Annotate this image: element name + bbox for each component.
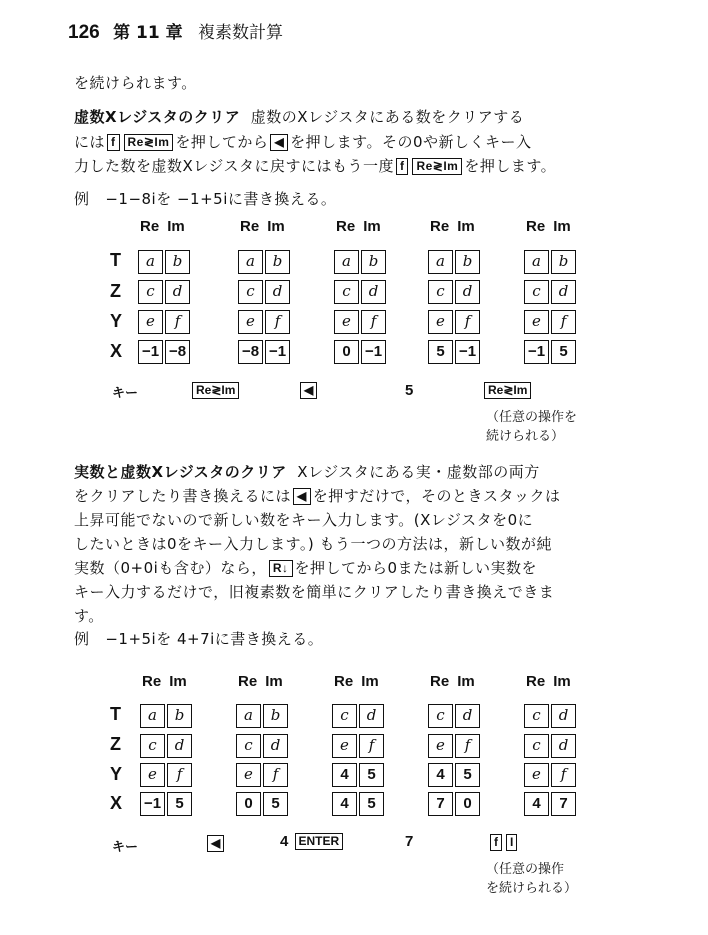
register-cell: b [165, 250, 190, 274]
column-header [140, 218, 185, 235]
digit: 4 [280, 833, 289, 850]
register-cell: f [455, 310, 480, 334]
register-cell: −1 [138, 340, 163, 364]
register-cell: 4 [332, 763, 357, 787]
register-cell: −1 [455, 340, 480, 364]
col-im-label: Im [265, 673, 283, 690]
ex1-step1 [190, 380, 241, 399]
text: を押してから0または新しい実数を [294, 559, 538, 577]
register-cell: 5 [263, 792, 288, 816]
row-label-z: Z [110, 281, 121, 301]
register-cell: d [551, 280, 576, 304]
register-cell: 4 [524, 792, 549, 816]
register-cell: b [551, 250, 576, 274]
re-im-key: Re≷Im [412, 158, 462, 175]
col-re-label: Re [430, 673, 450, 690]
row-label-z: Z [110, 734, 121, 754]
column-header [334, 673, 379, 690]
back-arrow-key: ◀ [207, 835, 224, 852]
column-header [336, 218, 381, 235]
register-cell: f [551, 763, 576, 787]
f-key: f [396, 158, 409, 175]
roll-down-key: R↓ [269, 560, 293, 577]
register-cell: c [524, 280, 549, 304]
register-cell: a [140, 704, 165, 728]
register-cell: 5 [167, 792, 192, 816]
register-cell: 7 [551, 792, 576, 816]
register-cell: d [455, 704, 480, 728]
register-cell: f [167, 763, 192, 787]
register-cell: 5 [551, 340, 576, 364]
register-cell: d [551, 734, 576, 758]
note-line: （任意の操作 [486, 862, 565, 877]
register-cell: c [332, 704, 357, 728]
register-cell: e [238, 310, 263, 334]
text: 力した数を虚数Xレジスタに戻すにはもう一度 [74, 157, 394, 175]
register-cell: c [238, 280, 263, 304]
section2-line7: す。 [74, 607, 104, 625]
example2-title [74, 628, 323, 649]
col-im-label: Im [361, 673, 379, 690]
register-cell: 5 [359, 763, 384, 787]
row-label-x: X [110, 793, 123, 813]
register-cell: d [263, 734, 288, 758]
re-im-key: Re≷Im [484, 382, 531, 399]
text: を押します。 [464, 157, 557, 175]
row-label-t: T [110, 250, 121, 270]
register-cell: a [138, 250, 163, 274]
register-cell: −8 [238, 340, 263, 364]
ex2-step4 [488, 832, 519, 851]
register-cell: e [236, 763, 261, 787]
enter-key: ENTER [295, 833, 344, 850]
text: には [74, 133, 106, 151]
ex1-step4 [482, 380, 533, 399]
back-arrow-key: ◀ [293, 488, 311, 505]
register-cell: f [455, 734, 480, 758]
register-cell: c [138, 280, 163, 304]
register-cell: c [140, 734, 165, 758]
ex2-step1 [205, 833, 226, 852]
section2-line2 [74, 485, 560, 506]
col-re-label: Re [526, 218, 546, 235]
col-im-label: Im [167, 218, 185, 235]
register-cell: f [265, 310, 290, 334]
row-label-x: X [110, 341, 123, 361]
note-line: （任意の操作を [486, 410, 578, 425]
register-cell: b [167, 704, 192, 728]
text: を押してから [175, 133, 269, 151]
register-cell: a [428, 250, 453, 274]
register-cell: d [361, 280, 386, 304]
ex1-step3: 5 [405, 382, 414, 399]
register-cell: d [167, 734, 192, 758]
page-number: 126 [68, 22, 100, 43]
register-cell: 5 [428, 340, 453, 364]
register-cell: f [361, 310, 386, 334]
re-im-key: Re≷Im [124, 134, 174, 151]
section1-text: 虚数のXレジスタにある数をクリアする [250, 108, 525, 126]
register-cell: c [524, 704, 549, 728]
register-cell: c [334, 280, 359, 304]
section2-text: Xレジスタにある実・虚数部の両方 [297, 463, 540, 481]
col-im-label: Im [457, 673, 475, 690]
section2-line4: したいときは0をキー入力します。) もう一つの方法は，新しい数が純 [74, 535, 552, 553]
key-label: キー [112, 839, 139, 854]
register-cell: −8 [165, 340, 190, 364]
register-cell: −1 [361, 340, 386, 364]
text: 実数（0+0iも含む）なら， [74, 559, 267, 577]
register-cell: −1 [140, 792, 165, 816]
register-cell: b [263, 704, 288, 728]
register-cell: 4 [332, 792, 357, 816]
register-cell: e [428, 734, 453, 758]
register-cell: 5 [455, 763, 480, 787]
register-cell: e [138, 310, 163, 334]
register-cell: d [265, 280, 290, 304]
row-label-y: Y [110, 311, 123, 331]
col-im-label: Im [457, 218, 475, 235]
col-re-label: Re [240, 218, 260, 235]
section1-heading: 虚数Xレジスタのクリア [74, 108, 241, 126]
register-cell: b [361, 250, 386, 274]
key-label: キー [112, 385, 139, 400]
register-cell: b [265, 250, 290, 274]
col-im-label: Im [363, 218, 381, 235]
register-cell: 4 [428, 763, 453, 787]
register-cell: e [332, 734, 357, 758]
register-cell: −1 [265, 340, 290, 364]
register-cell: d [359, 704, 384, 728]
register-cell: c [236, 734, 261, 758]
col-im-label: Im [553, 673, 571, 690]
section1-line1 [74, 106, 524, 127]
text: をクリアしたり書き換えるには [74, 487, 292, 505]
example-label: 例 [74, 630, 90, 648]
f-key: f [490, 834, 502, 851]
col-im-label: Im [267, 218, 285, 235]
section2-line3: 上昇可能でないので新しい数をキー入力します。(Xレジスタを0に [74, 511, 534, 529]
re-im-key: Re≷Im [192, 382, 239, 399]
i-key: I [506, 834, 517, 851]
register-cell: a [238, 250, 263, 274]
chapter-title: 複素数計算 [198, 23, 284, 43]
note-line: を続けられる） [486, 881, 578, 896]
paragraph-continuation: を続けられます。 [74, 74, 197, 92]
back-arrow-key: ◀ [300, 382, 317, 399]
col-re-label: Re [334, 673, 354, 690]
column-header [526, 218, 571, 235]
register-cell: f [359, 734, 384, 758]
col-im-label: Im [169, 673, 187, 690]
register-cell: b [455, 250, 480, 274]
note-line: 続けられる） [486, 429, 565, 444]
register-cell: 5 [359, 792, 384, 816]
register-cell: 0 [334, 340, 359, 364]
col-re-label: Re [142, 673, 162, 690]
row-label-y: Y [110, 764, 123, 784]
section2-heading: 実数と虚数Xレジスタのクリア [74, 463, 287, 481]
col-re-label: Re [336, 218, 356, 235]
example-text: −1−8iを −1+5iに書き換える。 [105, 190, 337, 208]
register-cell: e [334, 310, 359, 334]
column-header [240, 218, 285, 235]
register-cell: e [140, 763, 165, 787]
register-cell: d [551, 704, 576, 728]
example-text: −1+5iを 4+7iに書き換える。 [105, 630, 324, 648]
section2-line1 [74, 461, 540, 482]
register-cell: −1 [524, 340, 549, 364]
section1-line3 [74, 155, 556, 176]
text: を押すだけで，そのときスタックは [312, 487, 561, 505]
back-arrow-key: ◀ [270, 134, 288, 151]
ex2-step2 [280, 833, 345, 850]
col-im-label: Im [553, 218, 571, 235]
register-cell: e [524, 310, 549, 334]
register-cell: c [428, 280, 453, 304]
register-cell: f [551, 310, 576, 334]
section1-line2 [74, 131, 532, 152]
example-label: 例 [74, 190, 90, 208]
column-header [430, 218, 475, 235]
example1-title [74, 188, 336, 209]
register-cell: d [455, 280, 480, 304]
ex2-step3: 7 [405, 833, 414, 850]
column-header [526, 673, 571, 690]
column-header [430, 673, 475, 690]
page-header [68, 18, 283, 44]
register-cell: 0 [455, 792, 480, 816]
register-cell: e [524, 763, 549, 787]
ex1-step2 [298, 380, 319, 399]
register-cell: d [165, 280, 190, 304]
register-cell: 7 [428, 792, 453, 816]
f-key: f [107, 134, 120, 151]
register-cell: a [334, 250, 359, 274]
column-header [238, 673, 283, 690]
ex1-note [486, 408, 577, 446]
text: を押します。その0や新しくキー入 [290, 133, 532, 151]
column-header [142, 673, 187, 690]
register-cell: f [165, 310, 190, 334]
ex2-note [486, 860, 577, 898]
col-re-label: Re [526, 673, 546, 690]
register-cell: c [428, 704, 453, 728]
register-cell: f [263, 763, 288, 787]
row-label-t: T [110, 704, 121, 724]
section2-line5 [74, 557, 537, 578]
section2-line6: キー入力するだけで，旧複素数を簡単にクリアしたり書き換えできま [74, 583, 555, 601]
register-cell: 0 [236, 792, 261, 816]
register-cell: a [524, 250, 549, 274]
col-re-label: Re [430, 218, 450, 235]
register-cell: e [428, 310, 453, 334]
col-re-label: Re [238, 673, 258, 690]
col-re-label: Re [140, 218, 160, 235]
register-cell: a [236, 704, 261, 728]
chapter-label: 第 11 章 [113, 23, 183, 43]
register-cell: c [524, 734, 549, 758]
